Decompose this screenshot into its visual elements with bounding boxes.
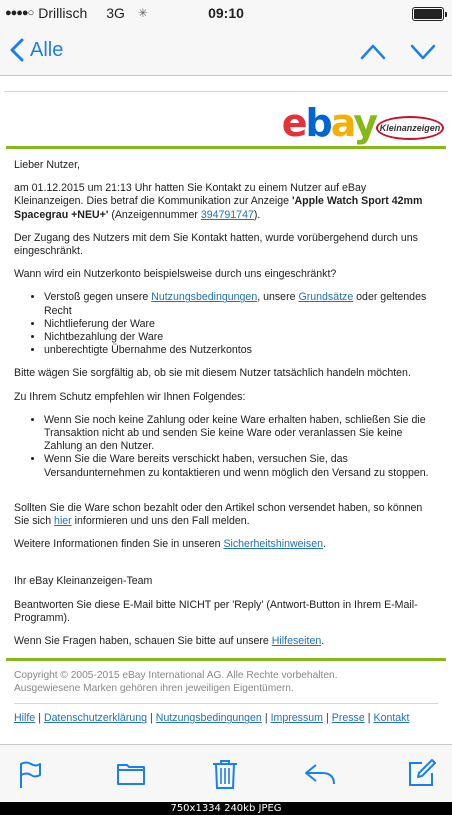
compose-icon[interactable] [408,759,436,787]
next-message-button[interactable] [410,40,436,64]
footer-link-terms[interactable]: Nutzungsbedingungen [155,712,262,725]
paragraph-protection: Zu Ihrem Schutz empfehlen wir Ihnen Folgendes: [14,390,246,403]
paragraph-help: Wenn Sie Fragen haben, schauen Sie bitte auf unsere Hilfeseiten. [14,635,325,648]
reply-icon[interactable] [304,763,336,785]
bottom-toolbar [0,744,452,802]
folder-icon[interactable] [117,761,145,785]
email-text [4,149,448,648]
footer-link-privacy[interactable]: Datenschutzerklärung [43,712,148,725]
footer-links: Hilfe | Datenschutzerklärung | Nutzungsbedingungen | Impressum | Presse | Kontakt [14,712,410,725]
signal-dots-icon: ●●●●○ [5,7,34,19]
paragraph-noreply: Beantworten Sie diese E-Mail bitte NICHT per 'Reply' (Antwort-Button in Ihrem E-Mail-Programm). [14,598,418,624]
footer-link-help[interactable]: Hilfe [14,712,36,725]
trash-icon[interactable] [212,759,238,789]
copyright: Copyright © 2005-2015 eBay International AG. Alle Rechte vorbehalten. Ausgewiesene Marken gehören ihren jeweiligen Eigentümern. [14,670,338,695]
paragraph-weigh: Bitte wägen Sie sorgfältig ab, ob sie mit diesem Nutzer tatsächlich handeln möchten. [14,367,411,380]
image-info-bar: 750x1334 240kb JPEG [0,802,452,815]
report-here-link[interactable]: hier [54,515,72,528]
principles-link[interactable]: Grundsätze [298,291,354,304]
back-button[interactable] [10,38,63,62]
help-pages-link[interactable]: Hilfeseiten [271,635,322,648]
list-item: • Nichtlieferung der Ware [44,318,438,331]
network-label: 3G [106,5,125,21]
paragraph-contact: am 01.12.2015 um 21:13 Uhr hatten Sie Kontakt zu einem Nutzer auf eBay Kleinanzeigen. Dies betraf die Kommunikation zur Anzeige 'Apple Watch Sport 42mm Spacegrau +NEU+' (Anzeigennummer 394791747). [14,182,423,221]
paragraph-question: Wann wird ein Nutzerkonto beispielsweise durch uns eingeschränkt? [14,268,337,281]
chevron-left-icon [10,38,24,62]
logo-row [4,92,448,146]
nav-bar [0,28,452,76]
ebay-logo: ebay [281,101,376,145]
list-item: • Verstoß gegen unsere Nutzungsbedingungen, unsere Grundsätze oder geltendes Recht [44,291,438,317]
list-item: • unberechtigte Übernahme des Nutzerkontos [44,344,438,357]
ad-number-link[interactable]: 394791747 [200,208,254,221]
list-item: • Nichtbezahlung der Ware [44,331,438,344]
previous-message-button[interactable] [360,40,386,64]
footer-link-press[interactable]: Presse [331,712,365,725]
reasons-list [14,291,438,357]
terms-link[interactable]: Nutzungsbedingungen [151,291,258,304]
footer-link-imprint[interactable]: Impressum [270,712,323,725]
carrier-label: Drillisch [38,5,88,21]
list-item: • Wenn Sie die Ware bereits verschickt haben, versuchen Sie, das Versandunternehmen zu kontaktieren und wenn möglich den Versand zu stoppen. [44,453,438,479]
activity-spinner-icon: ✳ [137,6,148,20]
paragraph-restricted: Der Zugang des Nutzers mit dem Sie Kontakt hatten, wurde vorübergehend durch uns eingeschränkt. [14,231,418,258]
footer-link-contact[interactable]: Kontakt [373,712,410,725]
message-navigation [360,40,436,64]
signature: Ihr eBay Kleinanzeigen-Team [14,575,153,588]
advice-list [14,414,438,480]
kleinanzeigen-logo: Kleinanzeigen [376,116,444,140]
paragraph-info: Weitere Informationen finden Sie in unseren Sicherheitshinweisen. [14,538,326,551]
ad-title: 'Apple Watch Sport 42mm Spacegrau +NEU+' [14,195,423,221]
status-bar [0,0,452,28]
email-content[interactable] [0,77,452,744]
security-tips-link[interactable]: Sicherheitshinweisen [223,538,323,551]
email-body-frame [4,91,448,732]
paragraph-report: Sollten Sie die Ware schon bezahlt oder den Artikel schon versendet haben, so können Sie sich hier informieren und uns den Fall melden. [14,501,423,528]
status-time: 09:10 [208,5,244,21]
list-item: • Wenn Sie noch keine Zahlung oder keine Ware erhalten haben, schließen Sie die Transaktion nicht ab und senden Sie keine Ware oder veranlassen Sie keine Zahlung an den Nutzer. [44,414,438,454]
battery-icon [412,7,444,21]
back-label: Alle [30,38,64,61]
flag-icon[interactable] [18,761,42,789]
greeting: Lieber Nutzer, [14,159,80,171]
